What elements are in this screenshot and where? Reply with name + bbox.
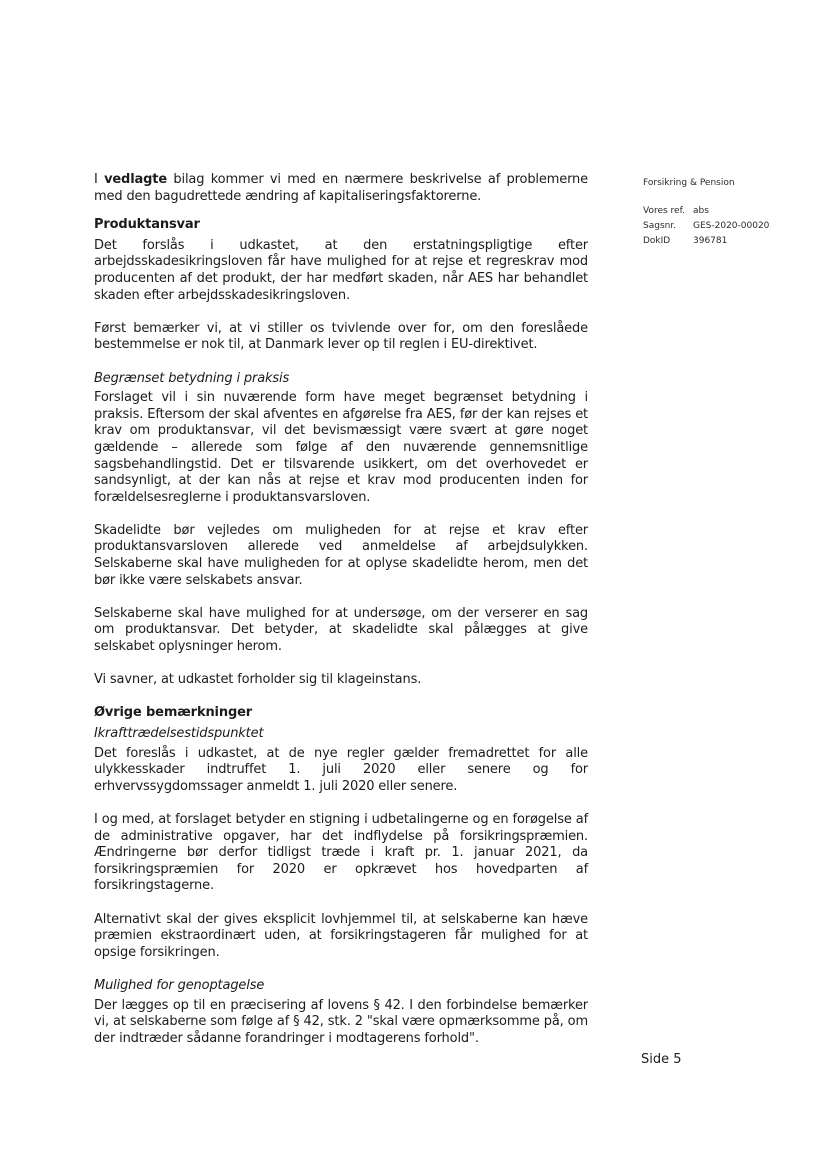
intro-rest: bilag kommer vi med en nærmere beskrivelse af problemerne med den bagudrettede ændring af kapitaliseringsfaktorerne. [94,172,588,204]
ref-value: GES-2020-00020 [693,221,770,231]
paragraph: Der lægges op til en præcisering af lovens § 42. I den forbindelse bemærker vi, at selskaberne som følge af § 42, stk. 2 "skal være opmærksomme på, om der indtræder sådanne forandringer i modtagerens forhold". [94,997,588,1046]
ref-value: 396781 [693,236,728,246]
ref-row-vores-ref [643,204,769,219]
paragraph: Det foreslås i udkastet, at de nye regler gælder fremadrettet for alle ulykkesskader indtruffet 1. juli 2020 eller senere og for erhvervssygdomssager anmeldt 1. juli 2020 eller senere. [94,745,588,794]
intro-prefix: I [94,172,105,187]
paragraph: I og med, at forslaget betyder en stigning i udbetalingerne og en forøgelse af de administrative opgaver, har det indflydelse på forsikringspræmien. Ændringerne bør derfor tidligst træde i kraft pr. 1. januar 2021, da forsikringspræmien for 2020 er opkrævet hos hovedparten af forsikringstagerne. [94,811,588,894]
paragraph: Selskaberne skal have mulighed for at undersøge, om der verserer en sag om produktansvar. Det betyder, at skadelidte skal pålægges at give selskabet oplysninger herom. [94,605,588,655]
sidebar-meta [643,176,769,249]
sender-organization: Forsikring & Pension [643,178,735,188]
heading-oevrige-bemaerkninger: Øvrige bemærkninger [94,705,253,721]
ref-label: Sagsnr. [643,221,677,231]
page-number: Side 5 [641,1052,682,1067]
paragraph: Det forslås i udkastet, at den erstatningspligtige efter arbejdsskadesikringsloven får have mulighed for at rejse et regreskrav mod producenten af det produkt, der har medført skaden, når AES har behandlet skaden efter arbejdsskadesikringsloven. [94,237,588,303]
intro-bold-word: vedlagte [104,172,168,187]
paragraph: Alternativt skal der gives eksplicit lovhjemmel til, at selskaberne kan hæve præmien ekstraordinært uden, at forsikringstageren får mulighed for at opsige forsikringen. [94,911,588,960]
subheading-begraenset-betydning: Begrænset betydning i praksis [94,370,290,386]
intro-paragraph [94,172,588,205]
subheading-ikrafttraedelse: Ikrafttrædelsestidspunktet [94,726,264,741]
paragraph: Først bemærker vi, at vi stiller os tvivlende over for, om den foreslåede bestemmelse er nok til, at Danmark lever op til reglen i EU-direktivet. [94,320,588,353]
paragraph: Skadelidte bør vejledes om muligheden for at rejse et krav efter produktansvarsloven allerede ved anmeldelse af arbejdsulykken. Selskaberne skal have muligheden for at oplyse skadelidte herom, men det bør ikke være selskabets ansvar. [94,522,588,588]
ref-row-dokid [643,234,769,249]
paragraph: Vi savner, at udkastet forholder sig til klageinstans. [94,672,422,688]
heading-produktansvar: Produktansvar [94,217,200,233]
ref-label: DokID [643,236,671,246]
ref-row-sagsnr [643,219,769,234]
ref-value: abs [693,206,709,216]
main-text [94,172,588,1064]
ref-label: Vores ref. [643,206,685,216]
paragraph: Forslaget vil i sin nuværende form have meget begrænset betydning i praksis. Eftersom der skal afventes en afgørelse fra AES, før der kan rejses et krav om produktansvar, vil det bevismæssigt være svært at gøre noget gældende – allerede som følge af den nuværende gennemsnitlige sagsbehandlingstid. Det er tilsvarende usikkert, om det overhovedet er sandsynligt, at der kan nås at rejse et krav mod producenten inden for forældelsesreglerne i produktansvarsloven. [94,390,588,505]
subheading-genoptagelse: Mulighed for genoptagelse [94,977,265,993]
